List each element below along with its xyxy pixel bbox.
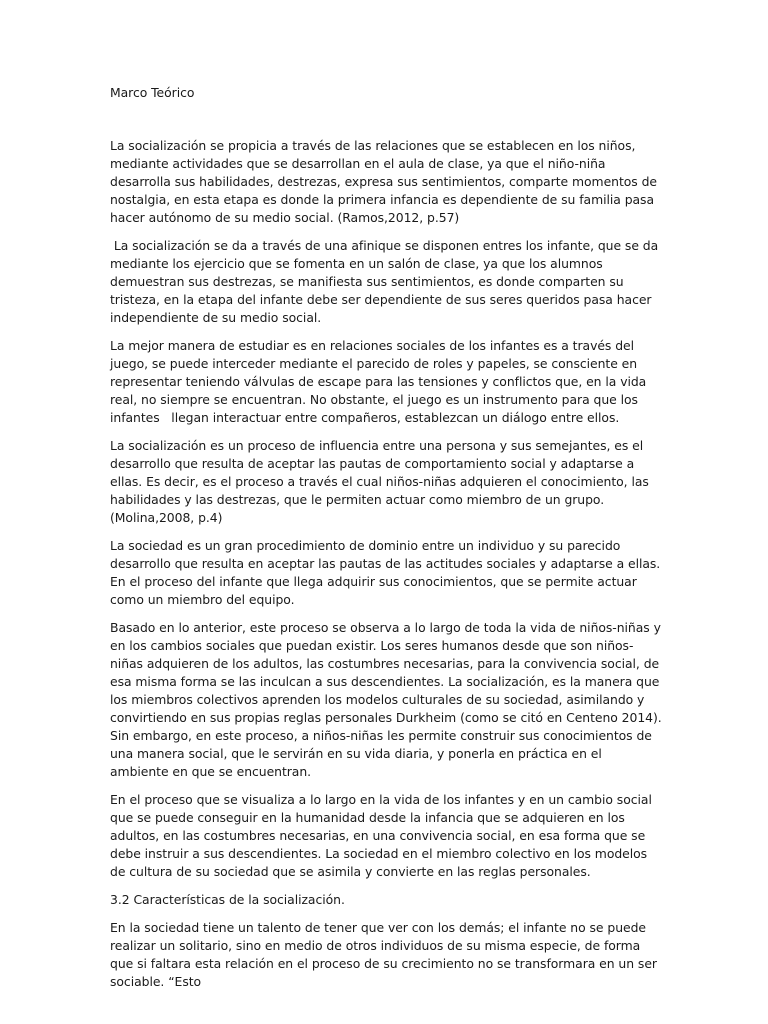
paragraph-2: La socialización se da a través de una afinique se disponen entres los infante, que se da mediante los ejercicio que se fomenta en un salón de clase, ya que los alumnos demuestran sus destrezas, se manifiesta sus sentimientos, es donde comparten su tristeza, en la etapa del infante debe ser dependiente de sus seres queridos pasa hacer independiente de su medio social. xyxy=(110,238,663,325)
paragraph-final: En la sociedad tiene un talento de tener que ver con los demás; el infante no se puede realizar un solitario, sino en medio de otros individuos de su misma especie, de forma que si faltara esta relación en el proceso de su crecimiento no se transformara en un ser sociable. “Esto xyxy=(110,920,657,989)
document-title: Marco Teórico xyxy=(110,85,195,100)
section-heading: 3.2 Características de la socialización. xyxy=(110,892,345,907)
paragraph-4: La socialización es un proceso de influencia entre una persona y sus semejantes, es el desarrollo que resulta de aceptar las pautas de comportamiento social y adaptarse a ellas. Es decir, es el proceso a través el cual niños-niñas adquieren el conocimiento, las habilidades y las destrezas, que le permiten actuar como miembro de un grupo. (Molina,2008, p.4) xyxy=(110,438,649,525)
paragraph-5: La sociedad es un gran procedimiento de dominio entre un individuo y su parecido desarrollo que resulta en aceptar las pautas de las actitudes sociales y adaptarse a ellas. En el proceso del infante que llega adquirir sus conocimientos, que se permite actuar como un miembro del equipo. xyxy=(110,538,661,607)
paragraph-1: La socialización se propicia a través de las relaciones que se establecen en los niños, mediante actividades que se desarrollan en el aula de clase, ya que el niño-niña desarrolla sus habilidades, destrezas, expresa sus sentimientos, comparte momentos de nostalgia, en esta etapa es donde la primera infancia es dependiente de su familia pasa hacer autónomo de su medio social. (Ramos,2012, p.57) xyxy=(110,138,657,225)
paragraph-7: En el proceso que se visualiza a lo largo en la vida de los infantes y en un cambio social que se puede conseguir en la humanidad desde la infancia que se adquieren en los adultos, en las costumbres necesarias, en una convivencia social, en esa forma que se debe instruir a sus descendientes. La sociedad en el miembro colectivo en los modelos de cultura de su sociedad que se asimila y convierte en las reglas personales. xyxy=(110,792,652,879)
paragraph-6: Basado en lo anterior, este proceso se observa a lo largo de toda la vida de niños-niñas y en los cambios sociales que puedan existir. Los seres humanos desde que son niños-niñas adquieren de los adultos, las costumbres necesarias, para la convivencia social, de esa misma forma se las inculcan a sus descendientes. La socialización, es la manera que los miembros colectivos aprenden los modelos culturales de su sociedad, asimilando y convirtiendo en sus propias reglas personales Durkheim (como se citó en Centeno 2014). Sin embargo, en este proceso, a niños-niñas les permite construir sus conocimientos de una manera social, que le servirán en su vida diaria, y ponerla en práctica en el ambiente en que se encuentran. xyxy=(110,620,662,779)
paragraph-3: La mejor manera de estudiar es en relaciones sociales de los infantes es a través del juego, se puede interceder mediante el parecido de roles y papeles, se consciente en representar teniendo válvulas de escape para las tensiones y conflictos que, en la vida real, no siempre se encuentran. No obstante, el juego es un instrumento para que los infantes llegan interactuar entre compañeros, establezcan un diálogo entre ellos. xyxy=(110,338,651,425)
